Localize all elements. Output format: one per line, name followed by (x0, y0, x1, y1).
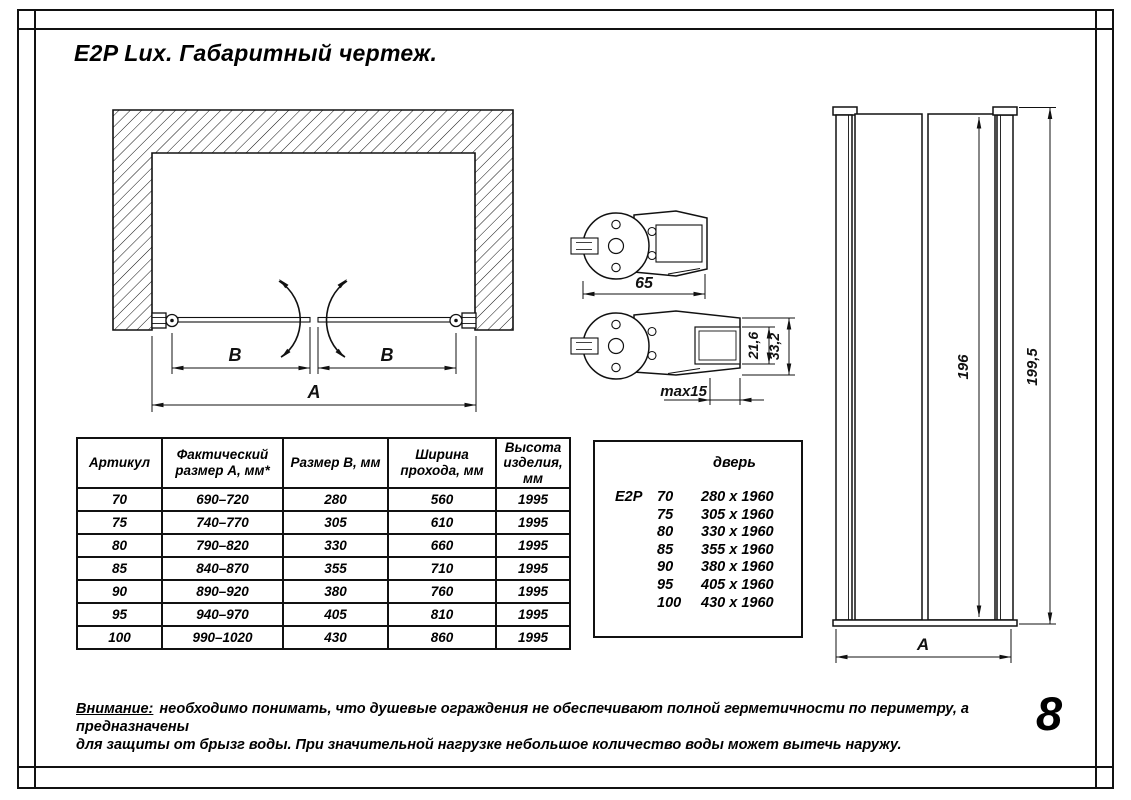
size-cell: 430 (283, 626, 388, 649)
dim-label-33-2: 33,2 (766, 332, 782, 361)
size-cell: 305 (283, 511, 388, 534)
dim-label-196: 196 (955, 354, 972, 380)
table-row (77, 603, 570, 626)
door-size-code: 100 (657, 594, 682, 611)
notice (76, 700, 1026, 754)
door-size-code: 85 (657, 541, 674, 558)
size-cell: 85 (77, 557, 162, 580)
size-cell: 1995 (496, 511, 570, 534)
list-item (657, 542, 774, 560)
size-cell: 890–920 (162, 580, 283, 603)
door-size-code: 95 (657, 576, 674, 593)
door-size-dims: 405 x 1960 (701, 576, 774, 593)
dim-label-a-plan: A (307, 382, 321, 402)
notice-label: Внимание: (76, 701, 154, 717)
door-size-code: 70 (657, 489, 674, 505)
page-number: 8 (1036, 687, 1063, 740)
notice-line-2: для защиты от брызг воды. При значительной нагрузке небольшое количество воды может вытечь наружу. (76, 737, 902, 753)
door-size-code: 80 (657, 524, 674, 541)
size-table (76, 437, 571, 650)
table-row (77, 511, 570, 534)
size-cell: 1995 (496, 603, 570, 626)
hinge-right (450, 313, 476, 328)
side-view-panels (833, 107, 1017, 626)
hinge-left (152, 313, 178, 328)
size-cell: 810 (388, 603, 496, 626)
door-glass-left (178, 318, 310, 323)
door-box-title: дверь (713, 455, 756, 471)
size-cell: 660 (388, 534, 496, 557)
profile-section-bottom (571, 311, 740, 379)
size-cell: 790–820 (162, 534, 283, 557)
size-cell: 405 (283, 603, 388, 626)
size-cell: 1995 (496, 557, 570, 580)
list-item (657, 577, 774, 595)
dim-label-21-6: 21,6 (745, 331, 761, 360)
size-cell: 90 (77, 580, 162, 603)
size-table-header-row (77, 438, 570, 488)
door-series-label: E2P (615, 489, 643, 505)
table-row (77, 626, 570, 649)
notice-text: необходимо понимать, что душевые ограждения не обеспечивают полной герметичности по периметру, а предназначены (76, 701, 969, 735)
profile-sections-drawing (568, 198, 818, 418)
notice-line-1 (76, 700, 1026, 736)
dim-label-a-side: A (916, 635, 930, 654)
door-size-dims: 355 x 1960 (701, 541, 774, 558)
size-cell: 610 (388, 511, 496, 534)
size-cell: 740–770 (162, 511, 283, 534)
door-size-dims: 330 x 1960 (701, 524, 774, 541)
header-height: Высота изделия, мм (496, 438, 570, 488)
size-cell: 840–870 (162, 557, 283, 580)
size-cell: 690–720 (162, 488, 283, 511)
size-cell: 760 (388, 580, 496, 603)
size-cell: 1995 (496, 626, 570, 649)
size-cell: 1995 (496, 580, 570, 603)
size-cell: 70 (77, 488, 162, 511)
size-cell: 1995 (496, 534, 570, 557)
size-cell: 355 (283, 557, 388, 580)
size-cell: 80 (77, 534, 162, 557)
size-cell: 100 (77, 626, 162, 649)
table-row (77, 557, 570, 580)
dim-label-199-5: 199,5 (1024, 348, 1041, 386)
door-size-code: 90 (657, 559, 674, 576)
dim-label-b-right: B (380, 345, 394, 365)
dim-label-max15: max15 (660, 383, 707, 400)
table-row (77, 580, 570, 603)
size-cell: 95 (77, 603, 162, 626)
door-size-list (657, 489, 774, 612)
header-size-a: Фактический размер А, мм* (162, 438, 283, 488)
size-cell: 280 (283, 488, 388, 511)
door-size-code: 75 (657, 506, 674, 523)
size-cell: 860 (388, 626, 496, 649)
header-pass-width: Ширина прохода, мм (388, 438, 496, 488)
side-view-drawing (825, 100, 1070, 675)
size-cell: 710 (388, 557, 496, 580)
list-item (657, 507, 774, 525)
door-size-dims: 305 x 1960 (701, 506, 774, 523)
profile-section-top (571, 211, 707, 279)
size-cell: 990–1020 (162, 626, 283, 649)
door-size-box (593, 440, 803, 638)
frame-top-line (17, 28, 1114, 30)
size-cell: 940–970 (162, 603, 283, 626)
list-item (657, 524, 774, 542)
table-row (77, 534, 570, 557)
wall-hatched (113, 110, 513, 330)
size-cell: 75 (77, 511, 162, 534)
door-glass-right (318, 318, 454, 323)
list-item (657, 595, 774, 613)
frame-right-line (1095, 9, 1097, 789)
door-size-dims: 280 x 1960 (701, 489, 774, 505)
table-row (77, 488, 570, 511)
door-size-dims: 380 x 1960 (701, 559, 774, 576)
door-size-dims: 430 x 1960 (701, 594, 774, 611)
page-title: E2P Lux. Габаритный чертеж. (74, 40, 438, 66)
list-item (657, 489, 774, 507)
size-cell: 330 (283, 534, 388, 557)
frame-left-line (34, 9, 36, 789)
list-item (657, 559, 774, 577)
dim-label-65: 65 (635, 275, 653, 292)
header-size-b: Размер В, мм (283, 438, 388, 488)
frame-bottom-line (17, 766, 1114, 768)
dim-label-b-left: B (228, 345, 242, 365)
size-cell: 560 (388, 488, 496, 511)
size-cell: 380 (283, 580, 388, 603)
size-cell: 1995 (496, 488, 570, 511)
plan-view-drawing (95, 100, 535, 420)
header-articul: Артикул (77, 438, 162, 488)
